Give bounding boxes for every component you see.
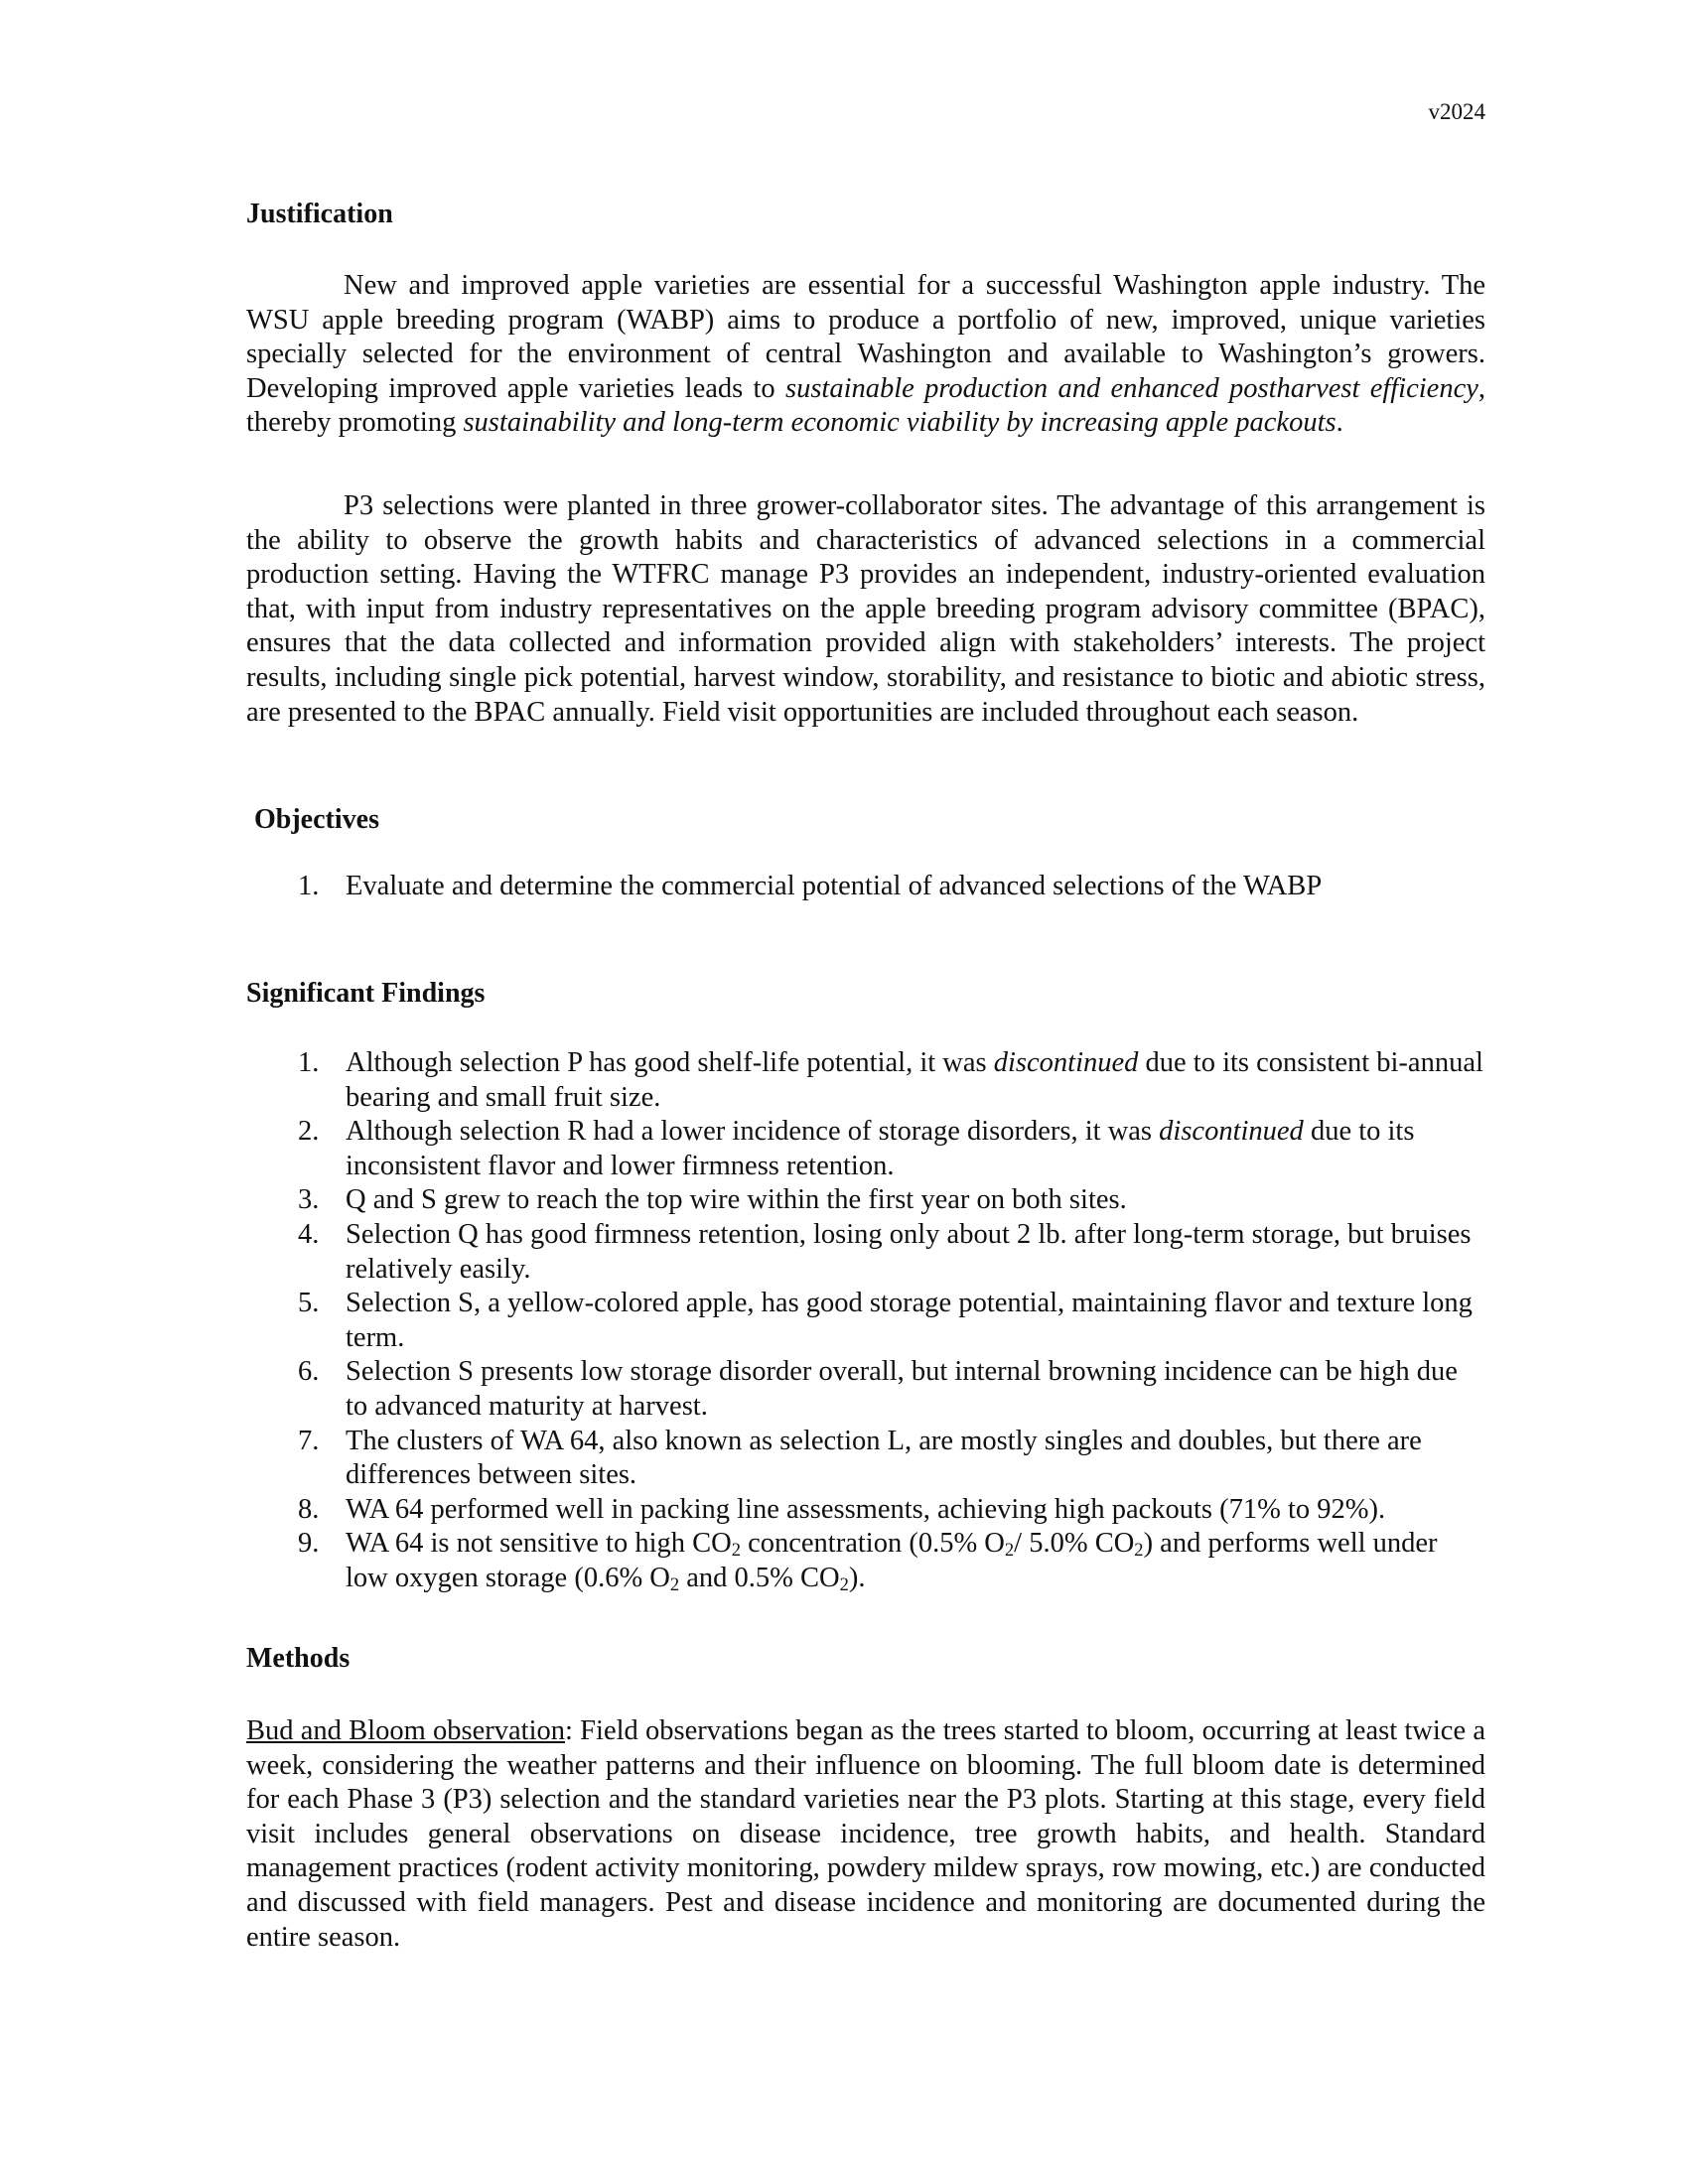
bud-bloom-paragraph (246, 1714, 1485, 1955)
finding-text: Selection S presents low storage disorder overall, but internal browning incidence can be high due to advanced maturity at harvest. (346, 1356, 1458, 1422)
finding-text: Selection Q has good firmness retention, losing only about 2 lb. after long-term storage, but bruises relatively easily. (346, 1218, 1472, 1285)
list-number: 7. (298, 1425, 320, 1456)
list-number: 5. (298, 1288, 320, 1319)
finding-text: Although selection P has good shelf-life potential, it was (346, 1047, 994, 1078)
justification-heading: Justification (246, 199, 393, 229)
finding-item (246, 1355, 1485, 1424)
finding-text: due to its inconsistent flavor and lower firmness retention. (346, 1116, 1415, 1181)
finding-item (246, 1046, 1485, 1115)
subscript: 2 (839, 1573, 849, 1595)
finding-text: and 0.5% CO (679, 1562, 840, 1593)
list-number: 4. (298, 1218, 320, 1250)
para-text: New and improved apple varieties are essential for a successful Washington apple industry. The WSU apple breeding program (WABP) aims to produce a portfolio of new, improved, unique varieties specially selected for the environment of central Washington and available to Washington’s growers. Developing improved apple varieties leads to (246, 270, 1485, 404)
finding-text: WA 64 is not sensitive to high CO (346, 1528, 732, 1560)
list-number: 1. (298, 871, 320, 901)
objective-text: Evaluate and determine the commercial potential of advanced selections of the WABP (346, 871, 1323, 901)
finding-text: Q and S grew to reach the top wire within the first year on both sites. (346, 1184, 1127, 1216)
finding-text: The clusters of WA 64, also known as selection L, are mostly singles and doubles, but there are differences between sites. (346, 1425, 1422, 1491)
finding-text: due to its consistent bi-annual bearing and small fruit size. (346, 1047, 1483, 1113)
finding-text: WA 64 performed well in packing line assessments, achieving high packouts (71% to 92%). (346, 1493, 1386, 1525)
subscript: 2 (669, 1573, 680, 1595)
subscript: 2 (1004, 1540, 1015, 1562)
emphasis-text: discontinued (993, 1047, 1139, 1078)
finding-text: Although selection R had a lower incidence of storage disorders, it was (346, 1116, 1160, 1148)
finding-item (246, 1527, 1485, 1595)
finding-item (246, 1218, 1485, 1287)
emphasis-text: sustainable production and enhanced postharvest efficiency (784, 372, 1478, 404)
list-number: 9. (298, 1528, 320, 1560)
justification-paragraph-2: P3 selections were planted in three grower-collaborator sites. The advantage of this arrangement is the ability to observe the growth habits and characteristics of advanced selections in a commercial production setting. Having the WTFRC manage P3 provides an independent, industry-oriented evaluation that, with input from industry representatives on the apple breeding program advisory committee (BPAC), ensures that the data collected and information provided align with stakeholders’ interests. The project results, including single pick potential, harvest window, storability, and resistance to biotic and abiotic stress, are presented to the BPAC annually. Field visit opportunities are included throughout each season. (246, 490, 1485, 728)
list-number: 3. (298, 1184, 320, 1216)
version-label: v2024 (1428, 99, 1485, 124)
finding-item (246, 1115, 1485, 1183)
objectives-heading: Objectives (254, 804, 379, 835)
list-number: 8. (298, 1493, 320, 1525)
finding-text: Selection S, a yellow-colored apple, has good storage potential, maintaining flavor and texture long term. (346, 1288, 1473, 1353)
finding-text: ). (848, 1562, 866, 1593)
finding-item (246, 1493, 1485, 1528)
finding-item (246, 1183, 1485, 1218)
emphasis-text: discontinued (1159, 1116, 1304, 1148)
finding-text: concentration (0.5% O (740, 1528, 1005, 1560)
finding-item (246, 1425, 1485, 1493)
justification-paragraph-1 (246, 269, 1485, 441)
emphasis-text: sustainability and long-term economic viability by increasing apple packouts (463, 407, 1336, 439)
findings-list (246, 1046, 1485, 1596)
finding-text: ) and performs well under low oxygen storage (0.6% O (346, 1528, 1438, 1593)
objective-item (246, 870, 1485, 905)
list-number: 2. (298, 1116, 320, 1148)
para-text: , thereby promoting (246, 372, 1485, 439)
para-text: . (1336, 407, 1343, 439)
finding-item (246, 1287, 1485, 1355)
finding-text: / 5.0% CO (1014, 1528, 1135, 1560)
subsection-label: Bud and Bloom observation (246, 1715, 565, 1746)
para-text: : Field observations began as the trees started to bloom, occurring at least twice a week, considering the weather patterns and their influence on blooming. The full bloom date is determined for each Phase 3 (P3) selection and the standard varieties near the P3 plots. Starting at this stage, every field visit includes general observations on disease incidence, tree growth habits, and health. Standard management practices (rodent activity monitoring, powdery mildew sprays, row mowing, etc.) are conducted and discussed with field managers. Pest and disease incidence and monitoring are documented during the entire season. (246, 1715, 1485, 1953)
subscript: 2 (1134, 1540, 1144, 1562)
list-number: 1. (298, 1047, 320, 1078)
subscript: 2 (731, 1540, 741, 1562)
methods-heading: Methods (246, 1643, 351, 1674)
significant-findings-heading: Significant Findings (246, 978, 486, 1009)
list-number: 6. (298, 1356, 320, 1388)
